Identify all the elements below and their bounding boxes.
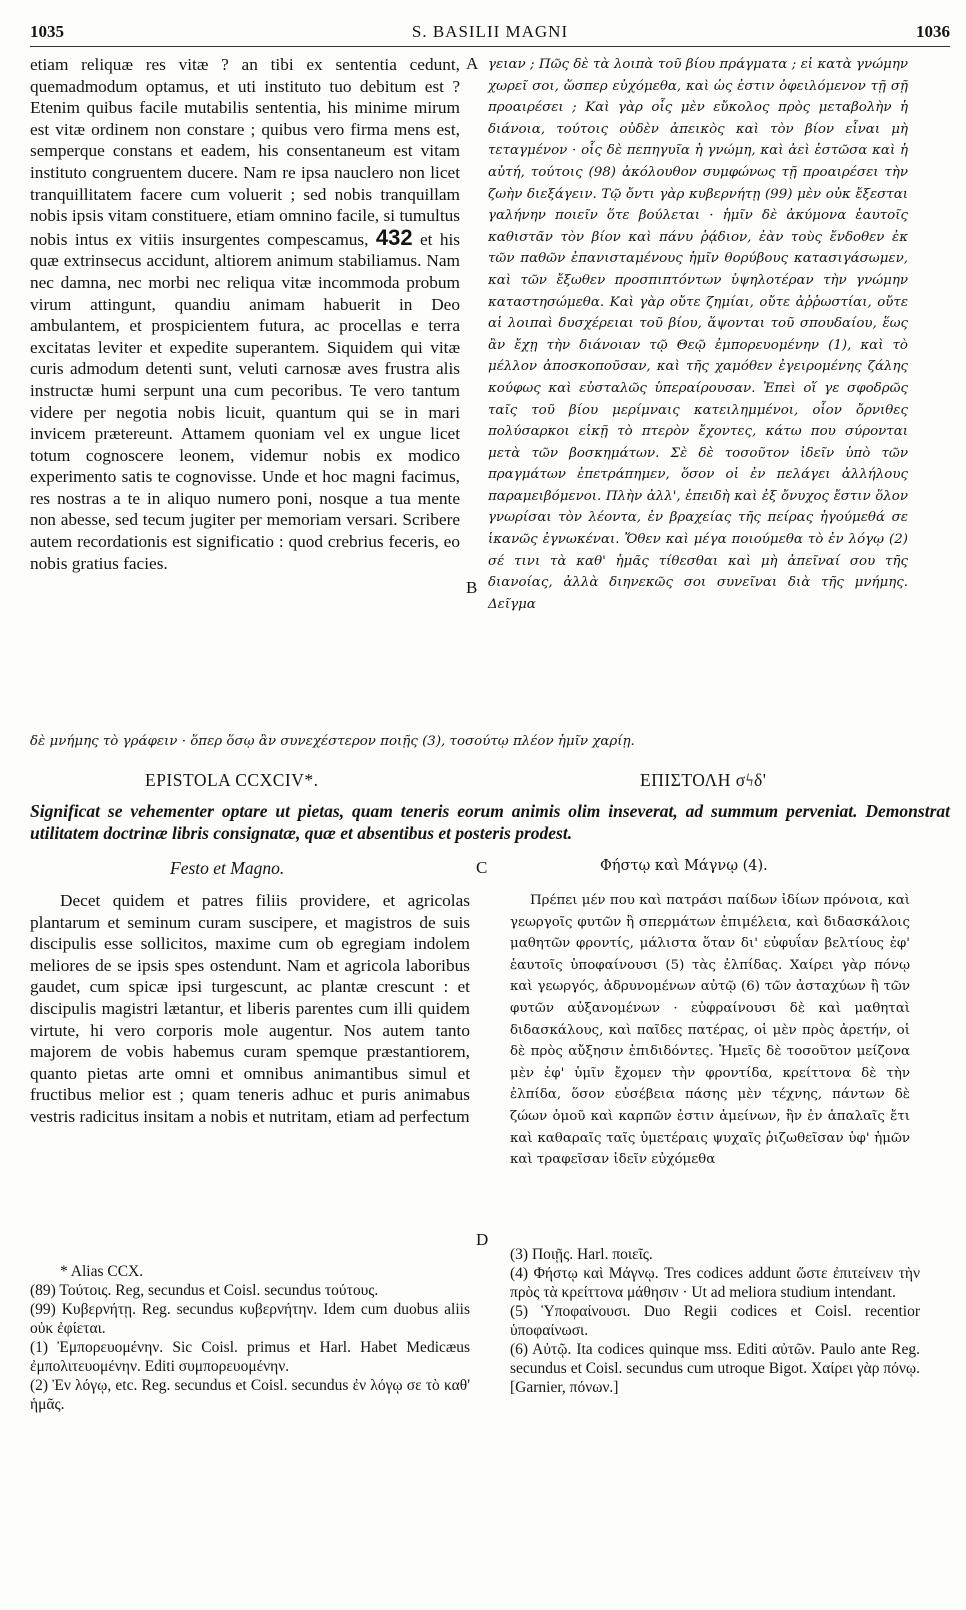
footnote: (4) Φήστῳ καὶ Μάγνῳ. Tres codices addunt ὥστε ἐπιτείνειν τὴν πρὸς τὰ κρείττονα μάθησιν · Ut ad meliora studium intendant.: [510, 1265, 920, 1301]
upper-greek-column: [488, 54, 908, 615]
margin-letter-b: B: [466, 578, 478, 597]
footnote: (3) Ποιῇς. Harl. ποιεῖς.: [510, 1246, 653, 1263]
greek-addressee: Φήστῳ καὶ Μάγνῳ (4).: [600, 858, 768, 874]
margin-letter-d: D: [476, 1230, 489, 1249]
epistle-summary: Significat se vehementer optare ut pietas, quam teneris eorum animis olim inseverat, ad summum perveniat. Demonstrat utilitatem doctrinæ libris consignatæ, quæ et absentibus et posteris prodest.: [30, 801, 950, 843]
upper-greek-tail: δὲ μνήμης τὸ γράφειν · ὅπερ ὅσῳ ἂν συνεχέστερον ποιῇς (3), τοσούτῳ πλέον ἡμῖν χαρίῃ.: [30, 734, 635, 749]
greek-epistle-heading: ΕΠΙΣΤΟΛΗ σϟδ': [640, 770, 767, 790]
footnote: (6) Αὐτῷ. Ita codices quinque mss. Editi αὐτῶν. Paulo ante Reg. secundus et Coisl. secundus cum utroque Bigot. Χαίρει γὰρ πόνῳ. [Garnier, πόνων.]: [510, 1341, 920, 1396]
margin-letter-a: A: [466, 54, 479, 73]
running-title: S. BASILII MAGNI: [411, 22, 569, 41]
epistle-latin-text: Decet quidem et patres filiis providere, et agricolas plantarum et seminum curam suscipere, et magistros de suis discipulis esse sollicitos, maxime cum ob egregiam indolem meliores de se ipsis spes ostendunt. Nam et agricola laboribus gaudet, cum spicæ ipsi turgescunt, ac plantæ crescunt : et discipulis magistri lætantur, et liberis parentes cum illi quidem virtute, hi vero corporis mole augentur. Nos autem tanto majorem de vobis habemus curam spemque præstantiorem, quanto pietas arte omni et omnibus animantibus simul et fructibus melior est ; quam teneris adhuc et puris animabus vestris radicitus insitam a nobis et nutritam, etiam ad perfectum: [30, 891, 470, 1126]
footnotes-right: [510, 1245, 920, 1397]
footnote: (89) Τούτοις. Reg, secundus et Coisl. secundus τούτους.: [30, 1282, 379, 1299]
running-header: [30, 22, 950, 46]
epistle-greek-text: Πρέπει μέν που καὶ πατράσι παίδων ἰδίων πρόνοια, καὶ γεωργοῖς φυτῶν ἢ σπερμάτων ἐπιμέλεια, καὶ διδασκάλοις μαθητῶν φροντίς, μάλιστα ὅταν δι' εὐφυΐαν βελτίους ἐφ' ἑαυτοῖς ὑποφαίνουσι (5) τὰς ἐλπίδας. Χαίρει γὰρ πόνῳ καὶ γεωργός, ἁδρυνομένων αὐτῷ (6) τῶν ἀσταχύων ἢ τῶν φυτῶν αὐξανομένων · εὐφραίνουσι δὲ καὶ μαθηταὶ διδασκάλους, καὶ παῖδες πατέρας, οἱ μὲν πρὸς ἀρετήν, οἱ δὲ πρὸς αὔξησιν ἐπιδιδόντες. Ἡμεῖς δὲ τοσοῦτον μείζονα μὲν ἐφ' ὑμῖν ἔχομεν τὴν φροντίδα, κρείττονα δὲ τὴν ἐλπίδα, ὅσον εὐσέβεια πάσης μὲν τέχνης, πάντων δὲ ζώων ὁμοῦ καὶ καρπῶν ἐστιν ἀμείνων, ἣν ἐν ἁπαλαῖς ἔτι καὶ καθαραῖς ταῖς ὑμετέραις ψυχαῖς ῥιζωθεῖσαν ὑφ' ἡμῶν καὶ τραφεῖσαν ἰδεῖν εὐχόμεθα: [510, 893, 910, 1168]
epistle-latin-column: [30, 890, 470, 1128]
epistle-greek-column: [510, 890, 910, 1171]
footnote: (5) Ὑποφαίνουσι. Duo Regii codices et Coisl. recentior ὑποφαίνωσι.: [510, 1303, 920, 1339]
footnotes-left: [30, 1262, 470, 1414]
upper-latin-text-cont: et his quæ extrinsecus accidunt, altiorem animum stabiliamus. Nam nec damna, nec morbi nec reliqua vitæ incommoda probum virum attingunt, quandiu animam habuerit in Deo ambulantem, et prospicientem futura, ac procellas e terra excitatas leviter et expedite superantem. Siquidem qui vitæ curis admodum detenti sunt, veluti carnosæ aves frustra alis instructæ humi serpunt una cum pecoribus. Te vero tantum videre per negotia nobis licuit, quantum qui se in mari invicem prætereunt. Attamem quoniam vel ex ungue licet totum cognoscere leonem, videmur nobis ex modico experimento satis te cognovisse. Unde et hoc magni facimus, res nostras a te in aliquo numero poni, nosque a tua mente non abesse, sed tecum jugiter per memoriam versari. Scribere autem recordationis est significatio : quod crebrius feceris, eo nobis gratius facies.: [30, 229, 460, 573]
latin-epistle-heading: EPISTOLA CCXCIV*.: [145, 770, 319, 790]
right-page-number: 1036: [916, 22, 950, 41]
footnote: (99) Κυβερνήτῃ. Reg. secundus κυβερνήτην. Idem cum duobus aliis οὐκ ἐφίεται.: [30, 1301, 470, 1337]
footnote: (1) Ἐμπορευομένην. Sic Coisl. primus et Harl. Habet Medicæus ἐμπολιτευομένην. Editi συμπορευομένην.: [30, 1339, 470, 1375]
header-rule: [30, 46, 950, 47]
upper-latin-text: etiam reliquæ res vitæ ? an tibi ex sententia cedunt, quemadmodum optamus, et uti instituto tuo debitum est ? Etenim quibus facile mutabilis sententia, his minime mirum est vitæ ordinem non constare ; quibus vero firma mens est, semperque constans et eadem, his consentaneum est vitam instituto congruentem ducere. Nam re ipsa nauclero non licet tranquillitatem facere cum voluerit ; sed nobis tranquillam nobis ipsis vitam constituere, etiam omnino facile, si tumultus nobis intus ex vitiis insurgentes compescamus,: [30, 55, 460, 249]
footnote: * Alias CCX.: [60, 1263, 144, 1280]
footnote: (2) Ἐν λόγῳ, etc. Reg. secundus et Coisl. secundus ἐν λόγῳ σε τὸ καθ' ἡμᾶς.: [30, 1377, 470, 1413]
upper-latin-column: [30, 54, 460, 574]
upper-greek-text: γειαν ; Πῶς δὲ τὰ λοιπὰ τοῦ βίου πράγματα ; εἰ κατὰ γνώμην χωρεῖ σοι, ὥσπερ εὐχόμεθα, καὶ ὡς ἐστιν ὀφειλόμενον τῇ σῇ προαιρέσει ; Καὶ γὰρ οἷς μὲν εὔκολος πρὸς μεταβολὴν ἡ διάνοια, τούτοις οὐδὲν ἀπεικὸς καὶ τὸν βίον εἶναι μὴ τεταγμένον · οἷς δὲ πεπηγυῖα ἡ γνώμη, καὶ ἀεὶ ἑστῶσα καὶ ἡ αὐτή, τούτοις (98) ἀκόλουθον συμφώνως τῇ προαιρέσει τὴν ζωὴν διεξάγειν. Τῷ ὄντι γὰρ κυβερνήτῃ (99) μὲν οὐκ ἔξεσται γαλήνην ποιεῖν ὅτε βούλεται · ἡμῖν δὲ ἀκύμονα ἑαυτοῖς καθιστᾶν τὸν βίον καὶ πάνυ ῥᾴδιον, ἐὰν τοὺς ἔνδοθεν ἐκ τῶν παθῶν ἐπανισταμένους ἡμῖν θορύβους κατασιγάσωμεν, καὶ τῶν ἔξωθεν προσπιπτόντων ὑψηλοτέραν τὴν γνώμην καταστησώμεθα. Καὶ γὰρ οὔτε ζημίαι, οὔτε ἀῤῥωστίαι, οὔτε αἱ λοιπαὶ δυσχέρειαι τοῦ βίου, ἅψονται τοῦ σπουδαίου, ἕως ἂν ἔχῃ τὴν διάνοιαν τῷ Θεῷ ἐμπορευομένην (1), καὶ τὸ μέλλον ἀποσκοποῦσαν, καὶ τῆς χαμόθεν ἐγειρομένης ζάλης κούφως καὶ εὐσταλῶς ὑπεραίρουσαν. Ἐπεὶ οἵ γε σφοδρῶς ταῖς τοῦ βίου μερίμναις κατειλημμένοι, οἷον ὄρνιθες πολύσαρκοι εἰκῇ τὸ πτερὸν ἔχοντες, κάτω που σύρονται μετὰ τῶν βοσκημάτων. Σὲ δὲ τοσοῦτον ἰδεῖν ὑπὸ τῶν πραγμάτων ἐπετράπημεν, ὅσον οἱ ἐν πελάγει ἀλλήλους παραμειβόμενοι. Πλὴν ἀλλ', ἐπειδὴ καὶ ἐξ ὄνυχος ἔστιν ὅλον γνωρίσαι τὸν λέοντα, ἐν βραχείας τῆς πείρας ἡγούμεθά σε ἱκανῶς ἐγνωκέναι. Ὅθεν καὶ μέγα ποιούμεθα τὸ ἐν λόγῳ (2) σέ τινι τὰ καθ' ἡμᾶς τίθεσθαι καὶ μὴ ἀπεῖναί σου τῆς διανοίας, ἀλλὰ διηνεκῶς σοι συνεῖναι διὰ τῆς μνήμης. Δεῖγμα: [488, 57, 908, 612]
inline-page-marker: 432: [375, 224, 413, 250]
latin-addressee: Festo et Magno.: [170, 858, 285, 878]
margin-letter-c: C: [476, 858, 488, 877]
left-page-number: 1035: [30, 22, 64, 41]
